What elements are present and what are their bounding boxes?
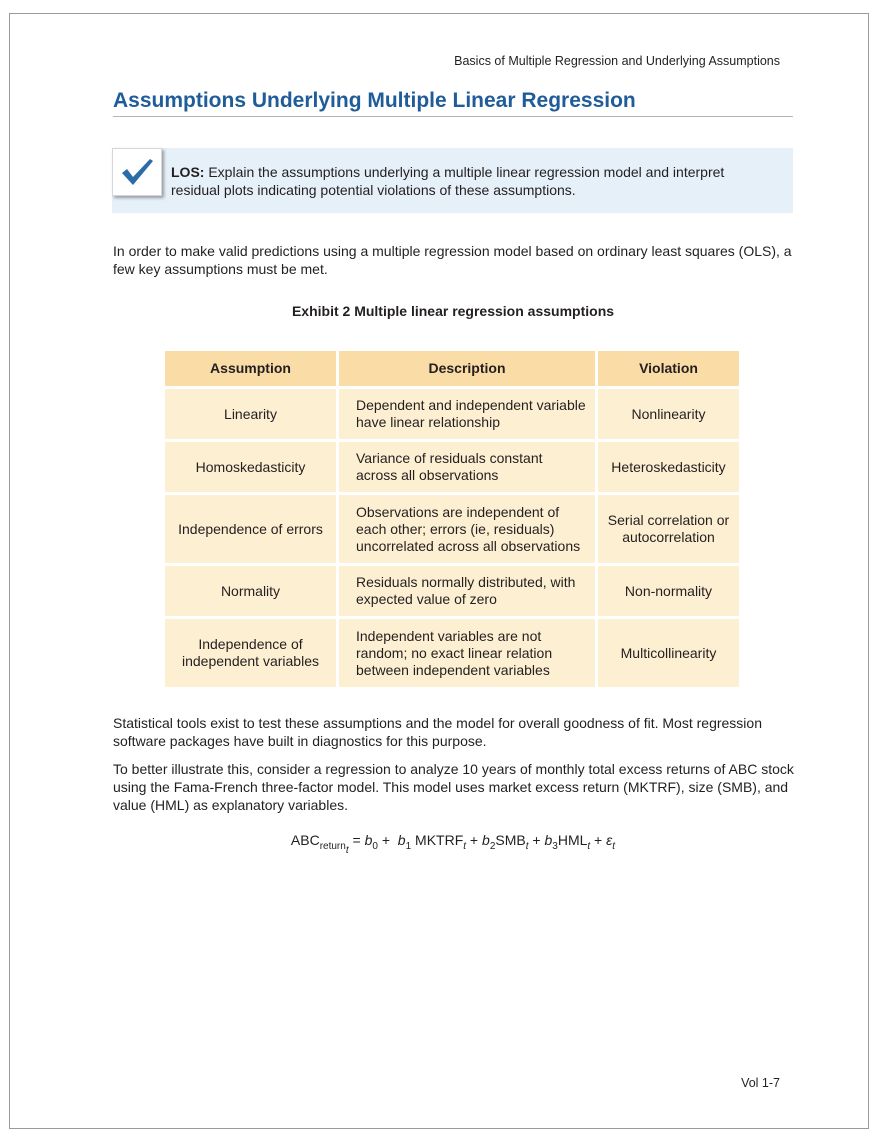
table-row [165,619,739,687]
eq-t: t [612,841,616,852]
cell-violation: Serial correlation or autocorrelation [598,495,739,563]
cell-description: Independent variables are not random; no exact linear relation between independent variables [339,619,595,687]
cell-description: Dependent and independent variable have linear relationship [339,389,595,439]
eq-t: t [525,841,529,852]
intro-paragraph: In order to make valid predictions using a multiple regression model based on ordinary least squares (OLS), a few key assumptions must be met. [113,243,792,277]
eq-plus: + [590,832,607,848]
eq-equals: = [348,832,365,848]
eq-t: t [587,841,591,852]
eq-plus: + [377,832,398,848]
checkmark-icon [119,155,155,189]
table-row [165,566,739,616]
eq-b2-sub: 2 [489,841,496,852]
eq-b3-sub: 3 [552,841,558,852]
header-description: Description [339,351,595,386]
cell-description: Residuals normally distributed, with expected value of zero [339,566,595,616]
cell-assumption: Independence of errors [165,495,336,563]
eq-t: t [463,841,467,852]
cell-description: Variance of residuals constant across all observations [339,442,595,492]
los-description: Explain the assumptions underlying a multiple linear regression model and interpret residual plots indicating potential violations of these assumptions. [171,164,725,198]
header-violation: Violation [598,351,739,386]
cell-violation: Heteroskedasticity [598,442,739,492]
diagnostics-paragraph: Statistical tools exist to test these assumptions and the model for overall goodness of fit. Most regression software packages have built in diagnostics for this purpose. [113,715,762,749]
assumptions-table [162,348,742,690]
los-badge [112,148,162,196]
eq-b3: b [544,832,553,848]
los-label: LOS: [171,164,205,180]
eq-lhs-sub: return [319,841,346,852]
eq-b1-sub: 1 [405,841,412,852]
eq-hml: HML [557,832,588,848]
los-box [112,148,793,213]
regression-equation [113,832,793,856]
table-row [165,442,739,492]
cell-assumption: Homoskedasticity [165,442,336,492]
header-assumption: Assumption [165,351,336,386]
eq-b2: b [482,832,490,848]
eq-plus: + [528,832,545,848]
page [9,13,869,1129]
page-number: Vol 1-7 [741,1076,780,1090]
eq-plus: + [466,832,483,848]
eq-b1: b [397,832,406,848]
cell-description: Observations are independent of each other; errors (ie, residuals) uncorrelated across all observations [339,495,595,563]
cell-violation: Non-normality [598,566,739,616]
eq-t: t [345,845,349,856]
eq-lhs: ABC [290,832,320,848]
eq-b0-sub: 0 [372,841,378,852]
exhibit-caption: Exhibit 2 Multiple linear regression assumptions [291,303,615,319]
page-title: Assumptions Underlying Multiple Linear Regression [113,89,793,117]
eq-smb: SMB [495,832,526,848]
los-text [171,163,771,199]
example-paragraph: To better illustrate this, consider a regression to analyze 10 years of monthly total excess returns of ABC stock using the Fama-French three-factor model. This model uses market excess return (MKTRF), size (SMB), and value (HML) as explanatory variables. [113,761,794,813]
cell-assumption: Linearity [165,389,336,439]
eq-epsilon: ε [606,832,613,848]
eq-b0: b [364,832,373,848]
table-row [165,495,739,563]
cell-violation: Nonlinearity [598,389,739,439]
table-row [165,389,739,439]
running-head: Basics of Multiple Regression and Underlying Assumptions [454,54,780,68]
eq-mktrf: MKTRF [411,832,464,848]
cell-assumption: Independence of independent variables [165,619,336,687]
cell-violation: Multicollinearity [598,619,739,687]
table-header-row [165,351,739,386]
cell-assumption: Normality [165,566,336,616]
